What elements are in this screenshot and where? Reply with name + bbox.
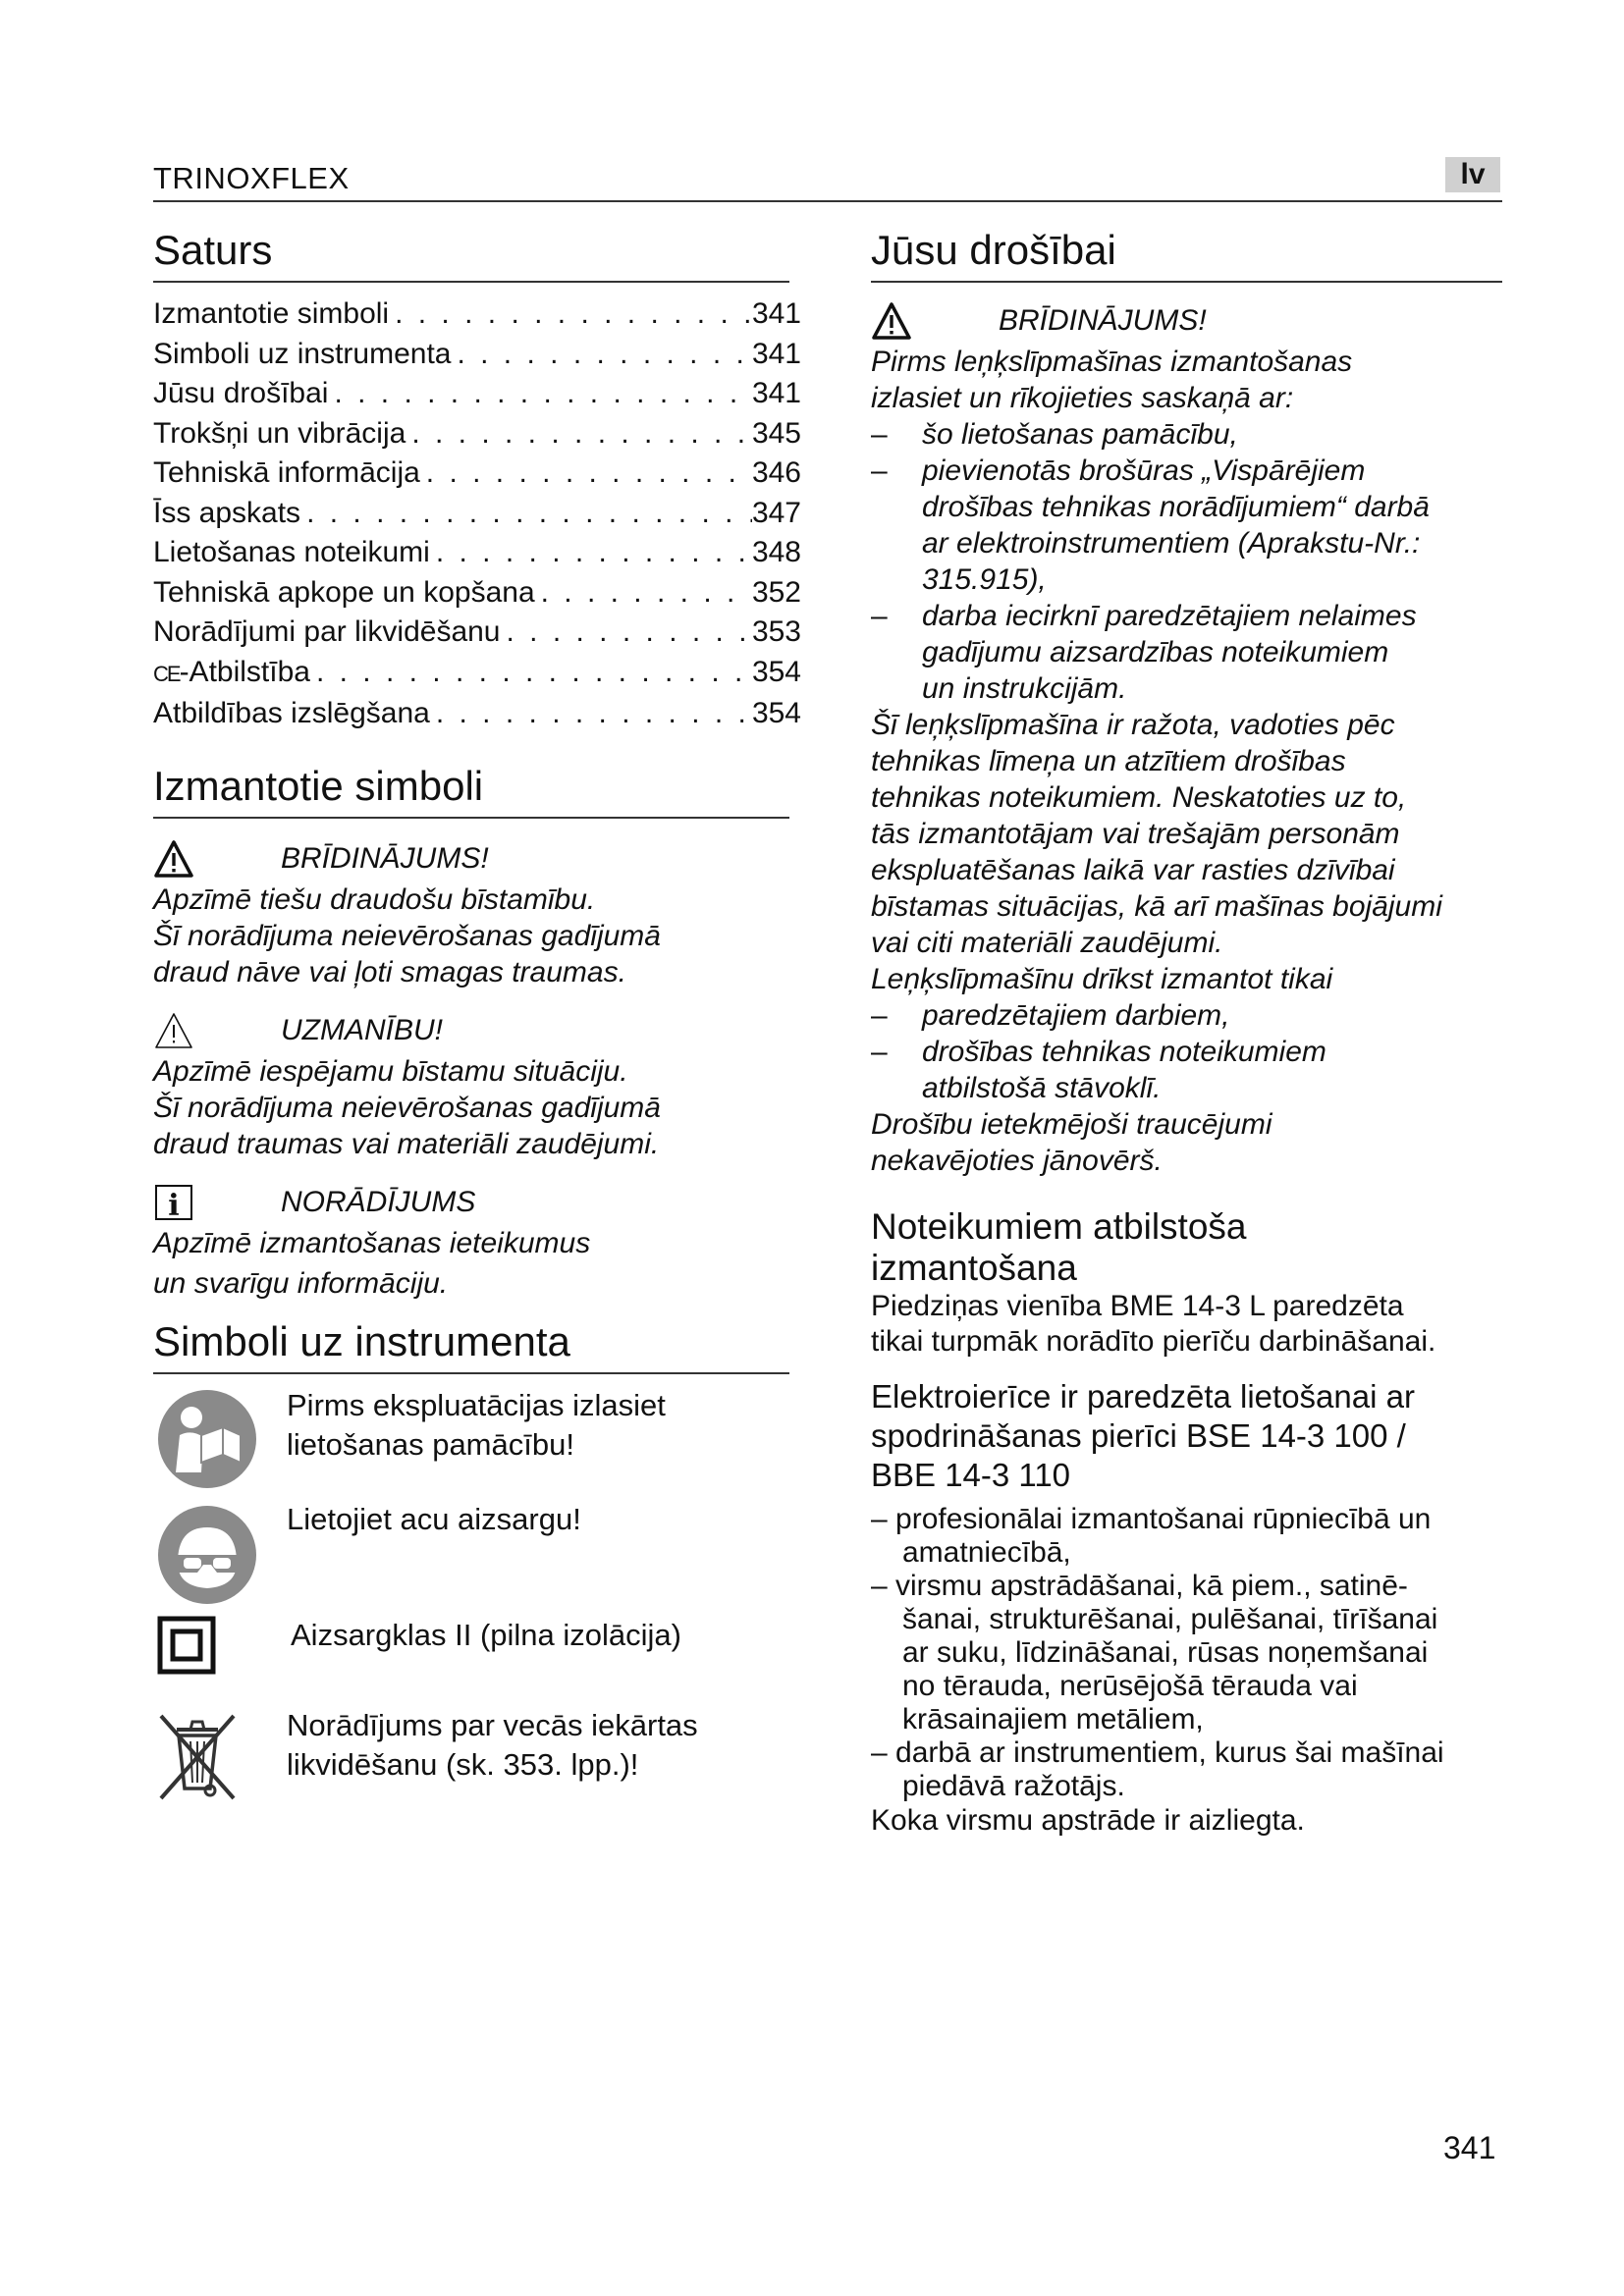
allowed-use-list bbox=[871, 997, 1548, 1106]
list-item: – paredzētajiem darbiem, bbox=[871, 999, 1230, 1032]
symbol-description: Pirms ekspluatācijas izlasiet lietošanas pamācību! bbox=[287, 1387, 666, 1462]
weee-bin-icon bbox=[153, 1708, 261, 1804]
warning-triangle-icon bbox=[871, 298, 920, 344]
note-notice bbox=[153, 1180, 789, 1302]
list-item: – darba iecirknī paredzētajiem nelaimes gadījumu aizsardzības noteikumiem un instrukcijām. bbox=[871, 600, 1417, 705]
warning-label: BRĪDINĀJUMS! bbox=[999, 304, 1207, 337]
info-icon bbox=[153, 1180, 202, 1225]
section-title-symbols-instrument: Simboli uz instrumenta bbox=[153, 1317, 789, 1374]
symbol-description: Lietojiet acu aizsargu! bbox=[287, 1501, 581, 1536]
toc-entry[interactable]: Atbildības izslēgšana . . . 354 bbox=[153, 694, 801, 734]
toc-entry[interactable]: Lietošanas noteikumi . . . 348 bbox=[153, 533, 801, 573]
safety-paragraph: Šī leņķslīpmašīna ir ražota, vadoties pēc tehnikas līmeņa un atzītiem drošības tehnikas noteikumiem. Neskatoties uz to, tās izmantotājam vai trešajām personām ekspluatēšanas laikā var rasties dzīvībai bīstamas situācijas, kā arī mašīnas bojājumi vai citi materiāli zaudējumi. Leņķslīpmašīnu drīkst izmantot tikai bbox=[871, 709, 1442, 995]
instrument-symbols-list bbox=[153, 1388, 789, 1804]
section-title-intended-use: Noteikumiem atbilstoša izmantošana bbox=[871, 1206, 1247, 1288]
intended-use-list bbox=[871, 1503, 1548, 1803]
list-item: – darbā ar instrumentiem, kurus šai mašīnai piedāvā ražotājs. bbox=[871, 1736, 1444, 1802]
toc-title: Saturs bbox=[153, 226, 789, 283]
caution-triangle-icon bbox=[153, 1008, 202, 1053]
list-item: – pievienotās brošūras „Vispārējiem drošības tehnikas norādījumiem“ darbā ar elektroinstrumentiem (Aprakstu-Nr.: 315.915), bbox=[871, 454, 1430, 596]
toc-entry[interactable]: Jūsu drošībai . . . 341 bbox=[153, 374, 801, 414]
left-column bbox=[153, 226, 801, 1804]
table-of-contents bbox=[153, 294, 801, 734]
page-header bbox=[153, 157, 1502, 202]
section-title-symbols-used: Izmantotie simboli bbox=[153, 762, 789, 819]
warning-triangle-icon bbox=[153, 836, 202, 881]
symbol-description: Norādījums par vecās iekārtas likvidēšanu (sk. 353. lpp.)! bbox=[287, 1707, 698, 1782]
section-title-safety: Jūsu drošībai bbox=[871, 226, 1502, 283]
note-label: NORĀDĪJUMS bbox=[281, 1185, 476, 1218]
toc-entry[interactable]: Īss apskats . . . 347 bbox=[153, 494, 801, 534]
list-item bbox=[153, 1501, 789, 1616]
toc-entry[interactable]: Trokšņi un vibrācija . . . 345 bbox=[153, 414, 801, 454]
device-purpose-heading: Elektroierīce ir paredzēta lietošanai ar spodrināšanas pierīci BSE 14-3 100 / BBE 14-3 110 bbox=[871, 1378, 1415, 1493]
list-item: – virsmu apstrādāšanai, kā piem., satinē- šanai, strukturēšanai, pulēšanai, tīrīšanai ar suku, līdzināšanai, rūsas noņemšanai no tērauda, nerūsējošā tērauda vai krāsainajiem metāliem, bbox=[871, 1570, 1438, 1735]
list-item bbox=[153, 1616, 789, 1708]
caution-label: UZMANĪBU! bbox=[281, 1013, 443, 1046]
toc-entry[interactable]: Izmantotie simboli . . . 341 bbox=[153, 294, 801, 335]
right-column bbox=[871, 226, 1548, 1839]
list-item: – profesionālai izmantošanai rūpniecībā un amatniecībā, bbox=[871, 1503, 1432, 1569]
toc-entry[interactable]: Tehniskā informācija . . . 346 bbox=[153, 454, 801, 494]
caution-notice bbox=[153, 1008, 789, 1162]
toc-entry[interactable]: Tehniskā apkope un kopšana . . . 352 bbox=[153, 573, 801, 614]
faults-note: Drošību ietekmējoši traucējumi nekavējoties jānovērš. bbox=[871, 1108, 1272, 1177]
list-item bbox=[153, 1388, 789, 1504]
safety-intro: Pirms leņķslīpmašīnas izmantošanas izlasiet un rīkojieties saskaņā ar: bbox=[871, 346, 1353, 414]
note-text: Apzīmē izmantošanas ieteikumus un svarīgu informāciju. bbox=[153, 1226, 591, 1300]
caution-text: Apzīmē iespējamu bīstamu situāciju. Šī norādījuma neievērošanas gadījumā draud traumas vai materiāli zaudējumi. bbox=[153, 1054, 661, 1160]
ce-mark-icon: CE bbox=[153, 661, 180, 686]
warning-notice bbox=[153, 836, 789, 990]
closing-note: Koka virsmu apstrāde ir aizliegta. bbox=[871, 1804, 1305, 1837]
svg-text:i: i bbox=[168, 1188, 180, 1222]
warning-label: BRĪDINĀJUMS! bbox=[281, 841, 489, 875]
warning-text: Apzīmē tiešu draudošu bīstamību. Šī norādījuma neievērošanas gadījumā draud nāve vai ļoti smagas traumas. bbox=[153, 882, 661, 988]
list-item bbox=[153, 1708, 789, 1804]
read-manual-icon bbox=[153, 1388, 261, 1490]
intended-use-text: Piedziņas vienība BME 14-3 L paredzēta tikai turpmāk norādīto pierīču darbināšanai. bbox=[871, 1290, 1436, 1358]
toc-entry[interactable]: Simboli uz instrumenta . . . 341 bbox=[153, 335, 801, 375]
list-item: – drošības tehnikas noteikumiem atbilstošā stāvoklī. bbox=[871, 1036, 1326, 1104]
language-badge: lv bbox=[1445, 157, 1500, 192]
brand-name: TRINOXFLEX bbox=[153, 161, 350, 195]
toc-entry[interactable]: Norādījumi par likvidēšanu . . . 353 bbox=[153, 613, 801, 653]
eye-protection-icon bbox=[153, 1504, 261, 1606]
toc-entry[interactable]: CE-Atbilstība . . . 354 bbox=[153, 653, 801, 695]
safety-warning bbox=[871, 298, 1548, 344]
safety-list bbox=[871, 416, 1548, 707]
list-item: – šo lietošanas pamācību, bbox=[871, 418, 1238, 451]
protection-class-ii-icon bbox=[153, 1616, 265, 1675]
page-number: 341 bbox=[1443, 2130, 1496, 2165]
symbol-description: Aizsargklas II (pilna izolācija) bbox=[291, 1617, 681, 1652]
